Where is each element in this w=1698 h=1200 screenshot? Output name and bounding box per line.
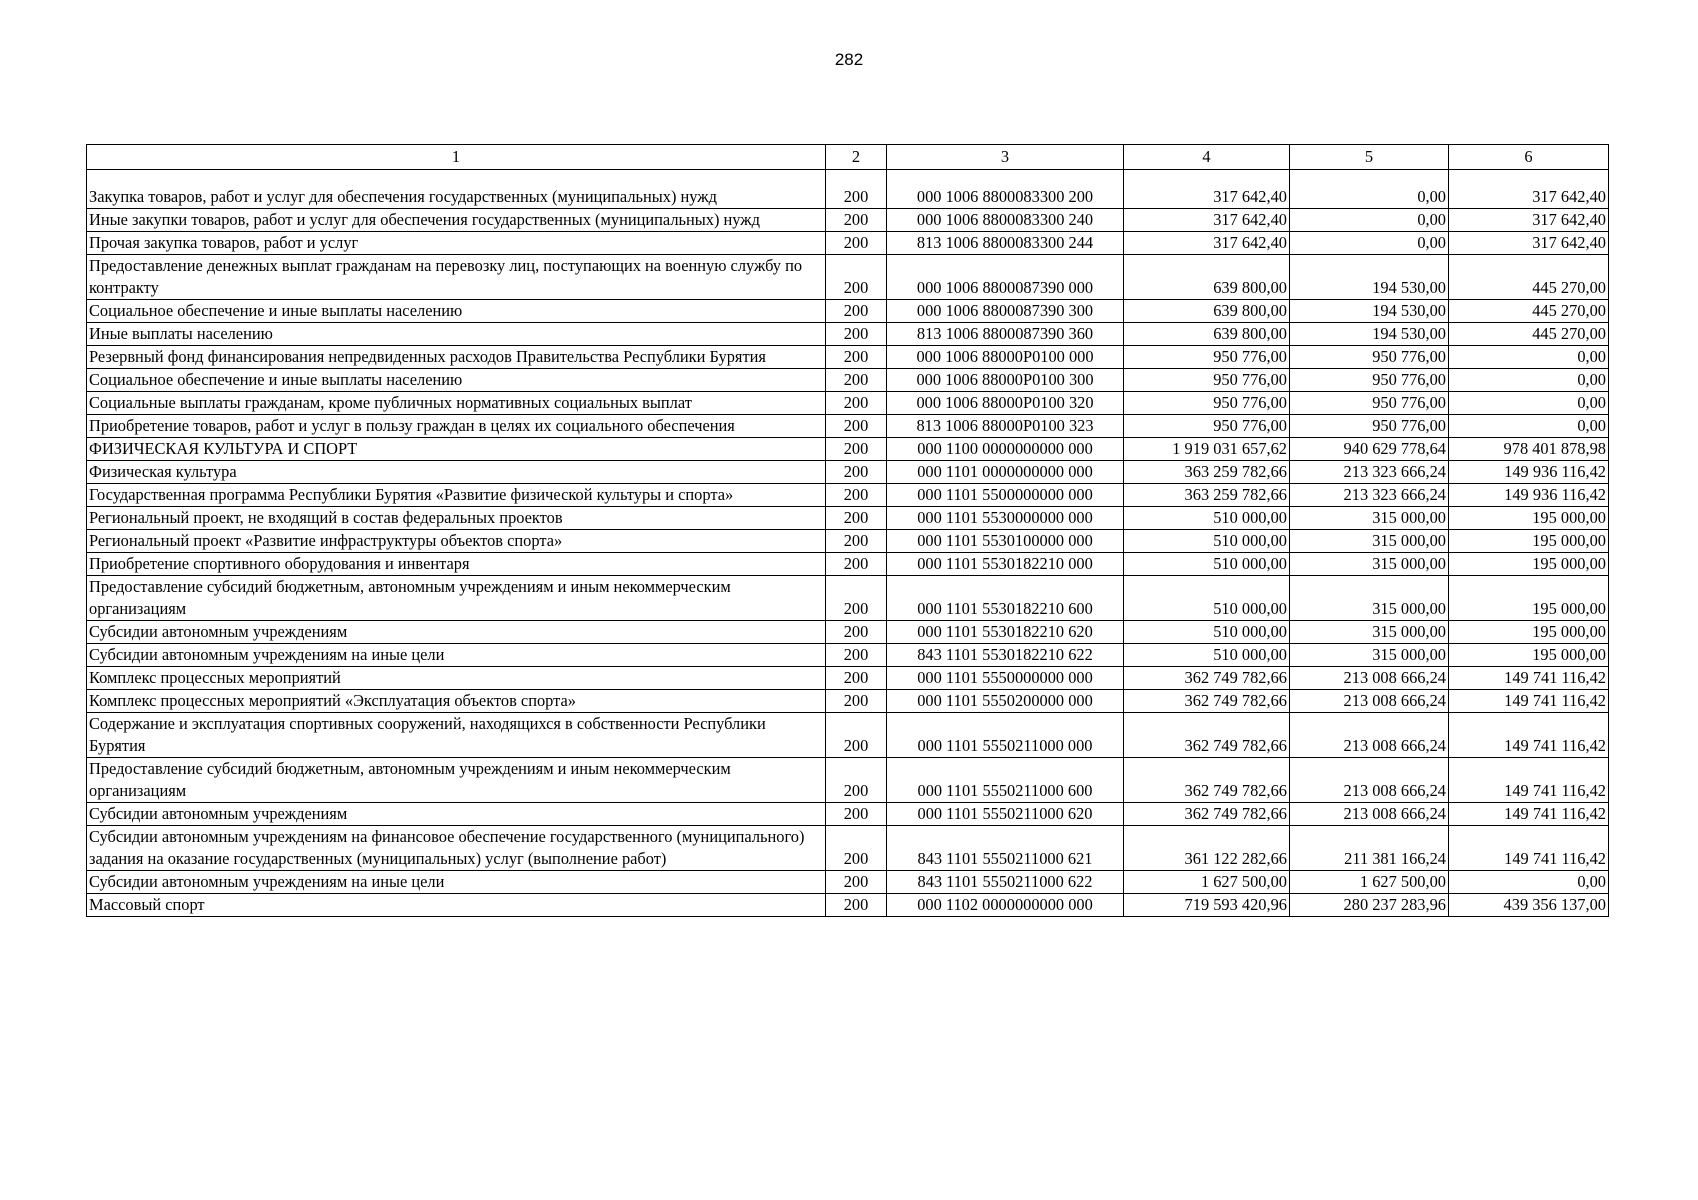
table-row (87, 803, 1609, 826)
row-kbk-cell: 813 1006 8800083300 244 (887, 232, 1124, 255)
row-value-col6: 0,00 (1449, 346, 1609, 369)
page-number: 282 (834, 50, 864, 69)
row-value-col5: 213 008 666,24 (1290, 803, 1449, 826)
row-value-col6: 445 270,00 (1449, 323, 1609, 346)
row-kbk-cell: 000 1101 5550211000 600 (887, 758, 1124, 803)
row-value-col4: 510 000,00 (1124, 576, 1290, 621)
row-name-cell: Социальное обеспечение и иные выплаты населению (87, 369, 826, 392)
row-name-cell: Субсидии автономным учреждениям (87, 803, 826, 826)
row-value-col5: 211 381 166,24 (1290, 826, 1449, 871)
row-value-col4: 510 000,00 (1124, 644, 1290, 667)
table-row (87, 507, 1609, 530)
row-kbk-cell: 000 1101 5530182210 600 (887, 576, 1124, 621)
table-row (87, 415, 1609, 438)
row-value-col4: 363 259 782,66 (1124, 484, 1290, 507)
table-row (87, 369, 1609, 392)
row-kbk-cell: 843 1101 5550211000 622 (887, 871, 1124, 894)
table-row (87, 644, 1609, 667)
column-header: 2 (826, 145, 887, 170)
table-row (87, 530, 1609, 553)
table-row (87, 300, 1609, 323)
row-code-cell: 200 (826, 690, 887, 713)
row-name-cell: Приобретение спортивного оборудования и инвентаря (87, 553, 826, 576)
row-kbk-cell: 000 1102 0000000000 000 (887, 894, 1124, 917)
row-code-cell: 200 (826, 621, 887, 644)
table-body (87, 145, 1609, 917)
row-value-col4: 510 000,00 (1124, 553, 1290, 576)
row-value-col6: 149 741 116,42 (1449, 690, 1609, 713)
table-row (87, 713, 1609, 758)
row-value-col6: 149 936 116,42 (1449, 484, 1609, 507)
row-code-cell: 200 (826, 232, 887, 255)
row-name-cell: Иные выплаты населению (87, 323, 826, 346)
row-kbk-cell: 000 1100 0000000000 000 (887, 438, 1124, 461)
row-value-col5: 315 000,00 (1290, 644, 1449, 667)
row-kbk-cell: 000 1006 88000P0100 000 (887, 346, 1124, 369)
row-value-col5: 194 530,00 (1290, 300, 1449, 323)
row-code-cell: 200 (826, 894, 887, 917)
row-name-cell: Региональный проект «Развитие инфраструктуры объектов спорта» (87, 530, 826, 553)
row-code-cell: 200 (826, 871, 887, 894)
row-value-col5: 0,00 (1290, 232, 1449, 255)
row-code-cell: 200 (826, 758, 887, 803)
row-value-col4: 950 776,00 (1124, 415, 1290, 438)
row-value-col4: 510 000,00 (1124, 507, 1290, 530)
row-value-col4: 362 749 782,66 (1124, 690, 1290, 713)
row-value-col5: 315 000,00 (1290, 621, 1449, 644)
row-value-col4: 317 642,40 (1124, 186, 1290, 209)
spacer-row (87, 170, 1609, 187)
row-value-col6: 195 000,00 (1449, 621, 1609, 644)
table-row (87, 758, 1609, 803)
row-name-cell: Субсидии автономным учреждениям на финансовое обеспечение государственного (муниципального) задания на оказание государственных (муниципальных) услуг (выполнение работ) (87, 826, 826, 871)
row-kbk-cell: 000 1006 8800087390 000 (887, 255, 1124, 300)
row-name-cell: Резервный фонд финансирования непредвиденных расходов Правительства Республики Бурятия (87, 346, 826, 369)
row-name-cell: Социальное обеспечение и иные выплаты населению (87, 300, 826, 323)
column-header: 3 (887, 145, 1124, 170)
row-value-col6: 445 270,00 (1449, 300, 1609, 323)
row-kbk-cell: 813 1006 88000P0100 323 (887, 415, 1124, 438)
row-kbk-cell: 000 1101 5530100000 000 (887, 530, 1124, 553)
row-name-cell: Закупка товаров, работ и услуг для обеспечения государственных (муниципальных) нужд (87, 186, 826, 209)
row-code-cell: 200 (826, 667, 887, 690)
row-code-cell: 200 (826, 826, 887, 871)
row-kbk-cell: 843 1101 5530182210 622 (887, 644, 1124, 667)
row-value-col6: 149 936 116,42 (1449, 461, 1609, 484)
row-kbk-cell: 000 1101 5500000000 000 (887, 484, 1124, 507)
row-code-cell: 200 (826, 553, 887, 576)
row-value-col4: 361 122 282,66 (1124, 826, 1290, 871)
row-code-cell: 200 (826, 392, 887, 415)
row-value-col6: 195 000,00 (1449, 644, 1609, 667)
row-name-cell: Приобретение товаров, работ и услуг в пользу граждан в целях их социального обеспечения (87, 415, 826, 438)
table-row (87, 461, 1609, 484)
column-header: 5 (1290, 145, 1449, 170)
row-kbk-cell: 000 1006 88000P0100 320 (887, 392, 1124, 415)
budget-table (86, 144, 1609, 917)
row-code-cell: 200 (826, 300, 887, 323)
row-name-cell: Физическая культура (87, 461, 826, 484)
table-row (87, 667, 1609, 690)
row-name-cell: Массовый спорт (87, 894, 826, 917)
row-name-cell: Комплекс процессных мероприятий (87, 667, 826, 690)
row-name-cell: Содержание и эксплуатация спортивных сооружений, находящихся в собственности Республики Бурятия (87, 713, 826, 758)
row-value-col4: 639 800,00 (1124, 255, 1290, 300)
row-value-col5: 213 008 666,24 (1290, 758, 1449, 803)
row-code-cell: 200 (826, 644, 887, 667)
row-name-cell: Государственная программа Республики Бурятия «Развитие физической культуры и спорта» (87, 484, 826, 507)
row-value-col5: 950 776,00 (1290, 346, 1449, 369)
row-value-col5: 213 008 666,24 (1290, 667, 1449, 690)
row-value-col4: 1 919 031 657,62 (1124, 438, 1290, 461)
row-name-cell: Региональный проект, не входящий в состав федеральных проектов (87, 507, 826, 530)
table-row (87, 323, 1609, 346)
table-row (87, 553, 1609, 576)
row-value-col6: 317 642,40 (1449, 209, 1609, 232)
row-value-col4: 950 776,00 (1124, 392, 1290, 415)
row-value-col4: 362 749 782,66 (1124, 803, 1290, 826)
row-value-col5: 0,00 (1290, 209, 1449, 232)
row-code-cell: 200 (826, 461, 887, 484)
row-code-cell: 200 (826, 323, 887, 346)
row-kbk-cell: 000 1101 5550200000 000 (887, 690, 1124, 713)
row-value-col4: 719 593 420,96 (1124, 894, 1290, 917)
row-code-cell: 200 (826, 713, 887, 758)
row-code-cell: 200 (826, 530, 887, 553)
row-kbk-cell: 000 1101 5530182210 620 (887, 621, 1124, 644)
row-value-col6: 149 741 116,42 (1449, 826, 1609, 871)
row-code-cell: 200 (826, 438, 887, 461)
row-name-cell: Прочая закупка товаров, работ и услуг (87, 232, 826, 255)
table-row (87, 690, 1609, 713)
row-value-col4: 362 749 782,66 (1124, 667, 1290, 690)
row-kbk-cell: 813 1006 8800087390 360 (887, 323, 1124, 346)
row-value-col5: 194 530,00 (1290, 323, 1449, 346)
row-value-col5: 213 323 666,24 (1290, 461, 1449, 484)
row-value-col6: 195 000,00 (1449, 553, 1609, 576)
row-name-cell: Субсидии автономным учреждениям на иные цели (87, 871, 826, 894)
row-value-col5: 194 530,00 (1290, 255, 1449, 300)
row-value-col5: 950 776,00 (1290, 392, 1449, 415)
table-row (87, 209, 1609, 232)
table-row (87, 392, 1609, 415)
table-row (87, 438, 1609, 461)
row-name-cell: Предоставление субсидий бюджетным, автономным учреждениям и иным некоммерческим организациям (87, 576, 826, 621)
header-row (87, 145, 1609, 170)
row-value-col6: 978 401 878,98 (1449, 438, 1609, 461)
row-kbk-cell: 000 1101 5550211000 620 (887, 803, 1124, 826)
row-code-cell: 200 (826, 576, 887, 621)
row-name-cell: Субсидии автономным учреждениям (87, 621, 826, 644)
row-value-col6: 149 741 116,42 (1449, 758, 1609, 803)
row-value-col4: 510 000,00 (1124, 530, 1290, 553)
row-kbk-cell: 000 1101 5530000000 000 (887, 507, 1124, 530)
row-value-col5: 950 776,00 (1290, 369, 1449, 392)
row-value-col5: 315 000,00 (1290, 507, 1449, 530)
row-value-col6: 445 270,00 (1449, 255, 1609, 300)
table-row (87, 484, 1609, 507)
row-value-col5: 1 627 500,00 (1290, 871, 1449, 894)
row-code-cell: 200 (826, 369, 887, 392)
row-kbk-cell: 000 1101 5530182210 000 (887, 553, 1124, 576)
row-value-col5: 940 629 778,64 (1290, 438, 1449, 461)
row-value-col4: 317 642,40 (1124, 209, 1290, 232)
row-code-cell: 200 (826, 186, 887, 209)
row-value-col6: 0,00 (1449, 415, 1609, 438)
row-name-cell: Иные закупки товаров, работ и услуг для обеспечения государственных (муниципальных) нужд (87, 209, 826, 232)
row-kbk-cell: 000 1006 8800087390 300 (887, 300, 1124, 323)
row-value-col6: 149 741 116,42 (1449, 713, 1609, 758)
row-value-col6: 0,00 (1449, 369, 1609, 392)
row-name-cell: Социальные выплаты гражданам, кроме публичных нормативных социальных выплат (87, 392, 826, 415)
column-header: 4 (1124, 145, 1290, 170)
table-row (87, 894, 1609, 917)
row-code-cell: 200 (826, 415, 887, 438)
row-name-cell: Предоставление денежных выплат гражданам на перевозку лиц, поступающих на военную службу по контракту (87, 255, 826, 300)
row-code-cell: 200 (826, 255, 887, 300)
row-code-cell: 200 (826, 209, 887, 232)
row-value-col4: 362 749 782,66 (1124, 713, 1290, 758)
row-kbk-cell: 000 1101 5550000000 000 (887, 667, 1124, 690)
table-row (87, 186, 1609, 209)
row-value-col4: 950 776,00 (1124, 369, 1290, 392)
row-kbk-cell: 000 1101 0000000000 000 (887, 461, 1124, 484)
row-name-cell: ФИЗИЧЕСКАЯ КУЛЬТУРА И СПОРТ (87, 438, 826, 461)
row-value-col6: 195 000,00 (1449, 507, 1609, 530)
row-value-col4: 639 800,00 (1124, 323, 1290, 346)
row-value-col5: 213 008 666,24 (1290, 713, 1449, 758)
row-value-col5: 213 008 666,24 (1290, 690, 1449, 713)
row-value-col6: 317 642,40 (1449, 186, 1609, 209)
table-row (87, 871, 1609, 894)
row-value-col4: 317 642,40 (1124, 232, 1290, 255)
row-value-col5: 213 323 666,24 (1290, 484, 1449, 507)
column-header: 6 (1449, 145, 1609, 170)
row-value-col5: 280 237 283,96 (1290, 894, 1449, 917)
row-value-col6: 149 741 116,42 (1449, 667, 1609, 690)
table-row (87, 576, 1609, 621)
row-value-col5: 0,00 (1290, 186, 1449, 209)
row-value-col6: 149 741 116,42 (1449, 803, 1609, 826)
row-code-cell: 200 (826, 507, 887, 530)
row-kbk-cell: 000 1006 88000P0100 300 (887, 369, 1124, 392)
row-value-col6: 317 642,40 (1449, 232, 1609, 255)
row-value-col5: 315 000,00 (1290, 530, 1449, 553)
table-row (87, 346, 1609, 369)
table-row (87, 232, 1609, 255)
row-kbk-cell: 843 1101 5550211000 621 (887, 826, 1124, 871)
row-value-col5: 950 776,00 (1290, 415, 1449, 438)
row-value-col6: 439 356 137,00 (1449, 894, 1609, 917)
row-name-cell: Субсидии автономным учреждениям на иные цели (87, 644, 826, 667)
row-code-cell: 200 (826, 803, 887, 826)
table-row (87, 255, 1609, 300)
row-kbk-cell: 000 1101 5550211000 000 (887, 713, 1124, 758)
row-value-col4: 639 800,00 (1124, 300, 1290, 323)
row-value-col6: 0,00 (1449, 871, 1609, 894)
row-value-col4: 950 776,00 (1124, 346, 1290, 369)
row-value-col5: 315 000,00 (1290, 576, 1449, 621)
row-kbk-cell: 000 1006 8800083300 240 (887, 209, 1124, 232)
row-value-col6: 195 000,00 (1449, 576, 1609, 621)
table-row (87, 826, 1609, 871)
row-value-col6: 0,00 (1449, 392, 1609, 415)
row-kbk-cell: 000 1006 8800083300 200 (887, 186, 1124, 209)
row-value-col4: 1 627 500,00 (1124, 871, 1290, 894)
row-value-col4: 510 000,00 (1124, 621, 1290, 644)
row-code-cell: 200 (826, 346, 887, 369)
row-name-cell: Комплекс процессных мероприятий «Эксплуатация объектов спорта» (87, 690, 826, 713)
row-value-col4: 362 749 782,66 (1124, 758, 1290, 803)
table-row (87, 621, 1609, 644)
row-value-col6: 195 000,00 (1449, 530, 1609, 553)
row-value-col5: 315 000,00 (1290, 553, 1449, 576)
row-code-cell: 200 (826, 484, 887, 507)
row-value-col4: 363 259 782,66 (1124, 461, 1290, 484)
row-name-cell: Предоставление субсидий бюджетным, автономным учреждениям и иным некоммерческим организациям (87, 758, 826, 803)
column-header: 1 (87, 145, 826, 170)
